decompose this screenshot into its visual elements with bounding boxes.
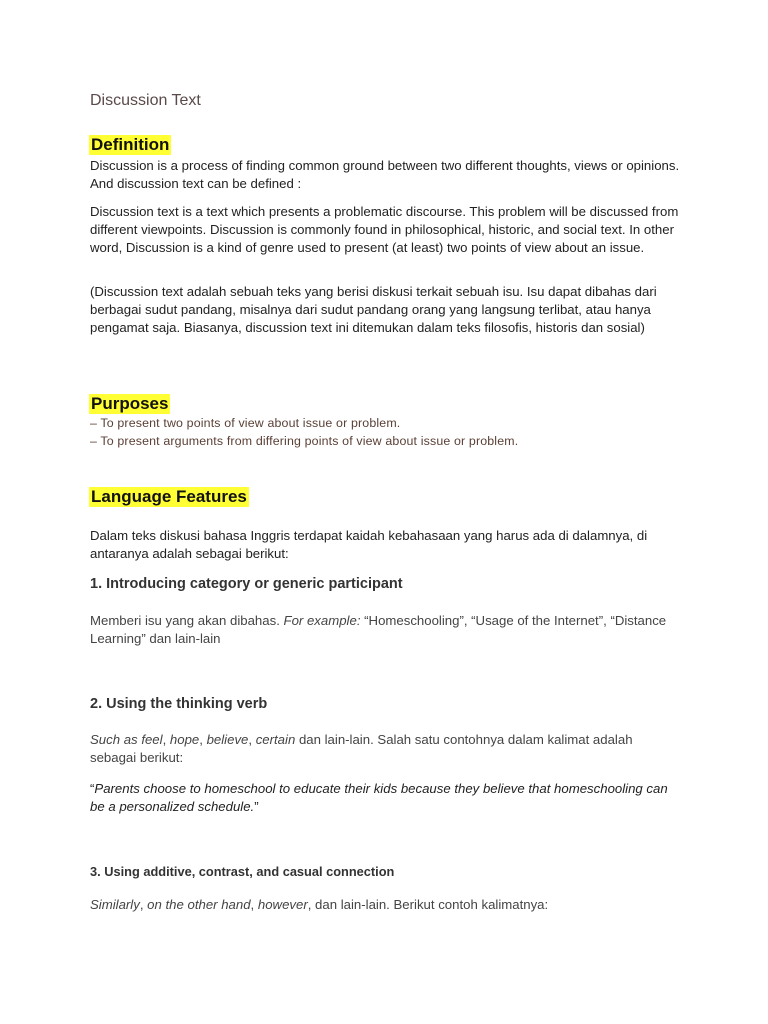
purpose-item-2: – To present arguments from differing points of view about issue or problem. [90,434,519,448]
definition-paragraph-3: (Discussion text adalah sebuah teks yang berisi diskusi terkait sebuah isu. Isu dapat dibahas dari berbagai sudut pandang, misalnya dari sudut pandang orang yang langsung terlibat, atau hanya pengamat saja. Biasanya, discussion text ini ditemukan dalam teks filosofis, historis dan sosial) [90,284,657,335]
feature-1-title: 1. Introducing category or generic participant [90,576,403,592]
feature-2-close-quote: ” [254,799,259,814]
feature-3-word-however: however [257,897,308,912]
purpose-item-1: – To present two points of view about issue or problem. [90,416,401,430]
definition-heading: Definition [91,135,170,154]
feature-2-tail: dan lain-lain. Salah satu contohnya dalam kalimat adalah sebagai berikut: [90,732,633,765]
purposes-heading: Purposes [91,394,169,413]
definition-heading-wrap [89,135,171,155]
feature-3-word-other-hand: on the other hand [147,897,251,912]
feature-2-quote: Parents choose to homeschool to educate their kids because they believe that homeschooling can be a personalized schedule. [90,781,668,814]
feature-3-sep: , [139,897,148,912]
definition-paragraph-1: Discussion is a process of finding common ground between two different thoughts, views or opinions. And discussion text can be defined : [90,158,680,191]
feature-1-lead: Memberi isu yang akan dibahas. [90,613,284,628]
feature-2-open-quote: “ [90,781,95,796]
feature-2-word-hope: hope [169,732,200,747]
language-features-heading-wrap [89,487,249,507]
feature-2-word-such: Such as feel [90,732,163,747]
feature-1-paragraph [90,612,682,648]
feature-1-tail: dan lain-lain [145,631,221,646]
feature-2-sep: , [162,732,170,747]
feature-2-word-certain: certain [255,732,296,747]
definition-paragraph-2: Discussion text is a text which presents a problematic discourse. This problem will be discussed from different viewpoints. Discussion is commonly found in philosophical, historic, and social text. In other word, Discussion is a kind of genre used to present (at least) two points of view about an issue. [90,204,679,255]
feature-2-word-believe: believe [206,732,249,747]
feature-3-sep: , [250,897,258,912]
feature-3-paragraph [90,896,682,914]
feature-2-paragraph [90,731,682,767]
feature-2-sep: , [199,732,207,747]
feature-2-quote-paragraph [90,780,682,816]
feature-2-title: 2. Using the thinking verb [90,696,268,712]
feature-3-title: 3. Using additive, contrast, and casual connection [90,864,395,879]
feature-3-word-similarly: Similarly [90,897,140,912]
feature-2-sep: , [248,732,256,747]
feature-1-examples: “Homeschooling”, “Usage of the Internet”, “Distance Learning” [90,613,667,646]
language-features-heading: Language Features [91,487,247,506]
language-features-intro: Dalam teks diskusi bahasa Inggris terdapat kaidah kebahasaan yang harus ada di dalamnya, di antaranya adalah sebagai berikut: [90,528,648,561]
feature-3-tail: , dan lain-lain. Berikut contoh kalimatnya: [307,897,549,912]
document-title: Discussion Text [90,92,201,109]
feature-1-example-label: For example: [283,613,361,628]
purposes-heading-wrap [89,394,170,414]
